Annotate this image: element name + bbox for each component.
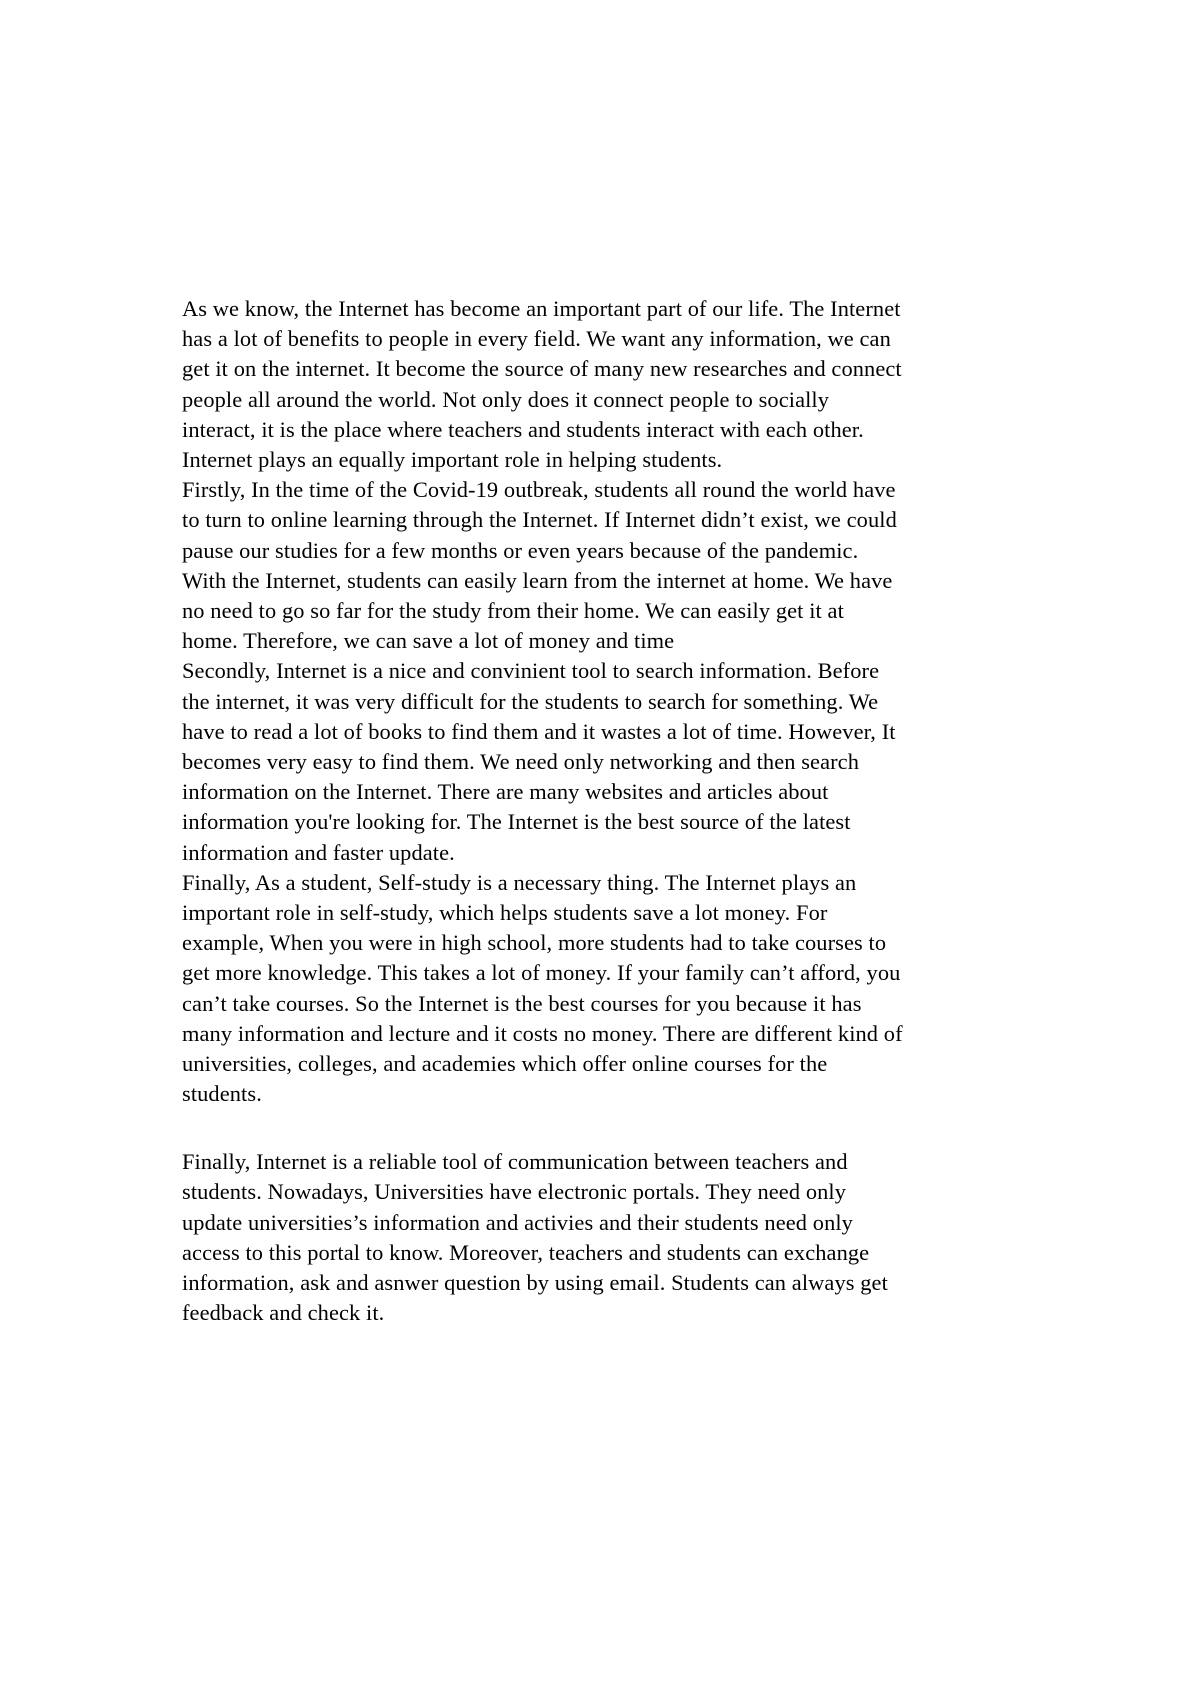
text-line: example, When you were in high school, more students had to take courses to [182,930,887,956]
text-line: have to read a lot of books to find them and it wastes a lot of time. However, It [182,718,896,744]
text-line: information and faster update. [182,839,455,865]
text-line: update universities’s information and activies and their students need only [182,1209,853,1235]
text-line: get it on the internet. It become the source of many new researches and connect [182,356,902,382]
text-line: students. Nowadays, Universities have electronic portals. They need only [182,1179,847,1205]
text-line: interact, it is the place where teachers and students interact with each other. [182,416,864,442]
text-line: get more knowledge. This takes a lot of money. If your family can’t afford, you [182,960,901,986]
text-line: to turn to online learning through the Internet. If Internet didn’t exist, we could [182,507,897,533]
paragraph-finally-self-study [182,868,1062,1110]
text-line: has a lot of benefits to people in every field. We want any information, we can [182,326,891,352]
text-line: home. Therefore, we can save a lot of money and time [182,628,675,654]
paragraph-secondly [182,656,1062,867]
text-line: Finally, Internet is a reliable tool of communication between teachers and [182,1149,848,1175]
text-line: Firstly, In the time of the Covid-19 outbreak, students all round the world have [182,477,896,503]
text-line: people all around the world. Not only does it connect people to socially [182,386,830,412]
text-line: Internet plays an equally important role in helping students. [182,447,723,473]
paragraph-gap [182,1109,1062,1147]
text-line: universities, colleges, and academies which offer online courses for the [182,1051,828,1077]
essay-body [182,294,1062,1329]
text-line: important role in self-study, which helps students save a lot money. For [182,900,828,926]
text-line: students. [182,1081,262,1107]
text-line: feedback and check it. [182,1300,385,1326]
paragraph-finally-communication [182,1147,1062,1328]
text-line: information on the Internet. There are many websites and articles about [182,779,829,805]
text-line: no need to go so far for the study from their home. We can easily get it at [182,598,844,624]
text-line: information, ask and asnwer question by using email. Students can always get [182,1270,888,1296]
text-line: becomes very easy to find them. We need only networking and then search [182,749,860,775]
text-line: access to this portal to know. Moreover, teachers and students can exchange [182,1239,870,1265]
text-line: Finally, As a student, Self-study is a necessary thing. The Internet plays an [182,869,857,895]
paragraph-firstly [182,475,1062,656]
text-line: Secondly, Internet is a nice and convinient tool to search information. Before [182,658,880,684]
text-line: many information and lecture and it costs no money. There are different kind of [182,1020,903,1046]
text-line: As we know, the Internet has become an important part of our life. The Internet [182,296,901,321]
text-line: can’t take courses. So the Internet is the best courses for you because it has [182,990,862,1016]
text-line: pause our studies for a few months or even years because of the pandemic. [182,537,859,563]
text-line: information you're looking for. The Internet is the best source of the latest [182,809,851,835]
text-line: With the Internet, students can easily learn from the internet at home. We have [182,567,893,593]
text-line: the internet, it was very difficult for the students to search for something. We [182,688,879,714]
paragraph-intro [182,294,1062,475]
